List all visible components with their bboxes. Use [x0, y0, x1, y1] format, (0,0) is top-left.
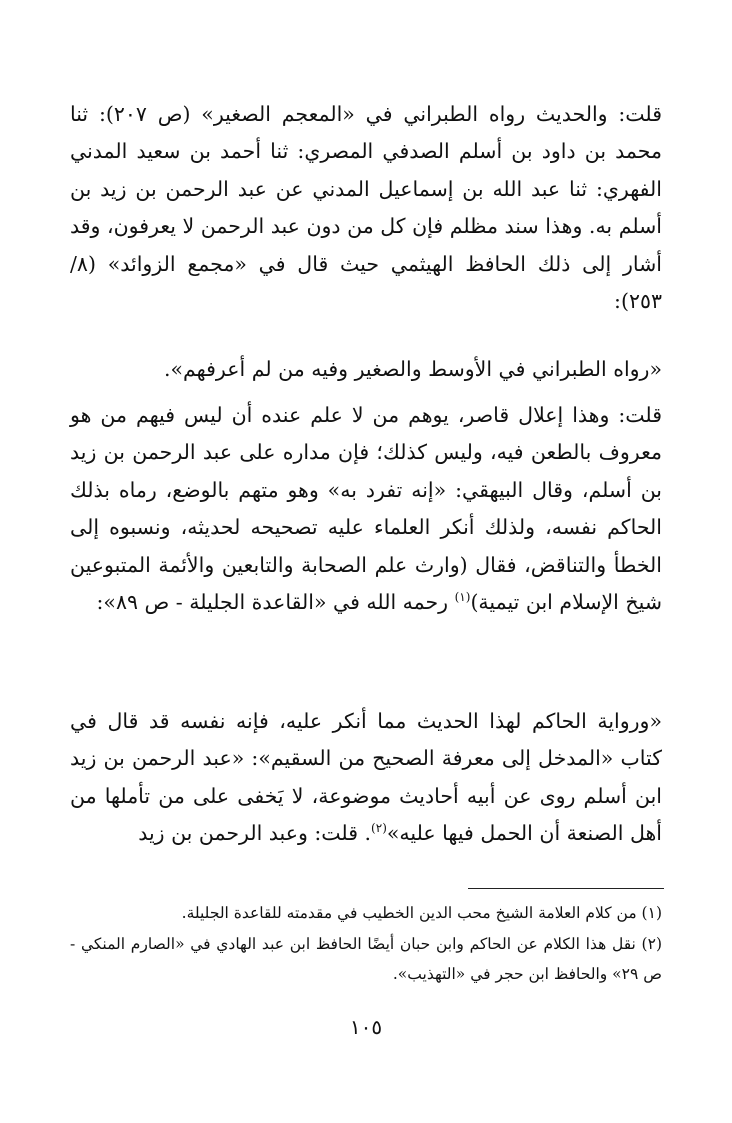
paragraph-4-text: «ورواية الحاكم لهذا الحديث مما أنكر عليه، فإنه نفسه قد قال في كتاب «المدخل إلى معرفة الصحيح من السقيم»: «عبد الرحمن بن زيد ابن أسلم روى عن أبيه أحاديث موضوعة، لا يَخفى على من تأملها من أهل الصنعة أن الحمل فيها عليه»: [70, 709, 662, 846]
paragraph-2: «رواه الطبراني في الأوسط والصغير وفيه من لم أعرفهم».: [163, 357, 662, 381]
footnote-divider: [468, 888, 664, 889]
paragraph-1: قلت: والحديث رواه الطبراني في «المعجم الصغير» (ص ٢٠٧): ثنا محمد بن داود بن أسلم الصدفي المصري: ثنا أحمد بن سعيد المدني الفهري: ثنا عبد الله بن إسماعيل المدني عن عبد الرحمن بن زيد بن أسلم به. وهذا سند مظلم فإن كل من دون عبد الرحمن لا يعرفون، وقد أشار إلى ذلك الحافظ الهيثمي حيث قال في «مجمع الزوائد» (٨/ ٢٥٣):: [70, 102, 662, 314]
citation-block: [70, 703, 662, 853]
footnote-1: (١) من كلام العلامة الشيخ محب الدين الخطيب في مقدمته للقاعدة الجليلة.: [181, 904, 662, 922]
main-text: [70, 96, 662, 320]
footnote-ref-1: (١): [454, 590, 471, 605]
paragraph-3: [70, 397, 662, 621]
quote-block: [70, 351, 662, 388]
footnote-ref-2: (٢): [371, 821, 387, 836]
paragraph-3-text-cont: رحمه الله في «القاعدة الجليلة - ص ٨٩»:: [96, 590, 455, 615]
paragraph-4-text-cont: . قلت: وعبد الرحمن بن زيد: [138, 821, 372, 846]
paragraph-4: [70, 703, 662, 853]
paragraph-3-text: قلت: وهذا إعلال قاصر، يوهم من لا علم عنده أن ليس فيهم من هو معروف بالطعن فيه، وليس كذلك؛ فإن مداره على عبد الرحمن بن زيد بن أسلم، وقال البيهقي: «إنه تفرد به» وهو متهم بالوضع، رماه بذلك الحاكم نفسه، ولذلك أنكر العلماء عليه تصحيحه لحديثه، ونسبوه إلى الخطأ والتناقض، فقال (وارث علم الصحابة والتابعين والأئمة المتبوعين شيخ الإسلام ابن تيمية): [70, 403, 662, 615]
footnote-2: (٢) نقل هذا الكلام عن الحاكم وابن حبان أيضًا الحافظ ابن عبد الهادي في «الصارم المنكي - ص ٢٩» والحافظ ابن حجر في «التهذيب».: [70, 934, 662, 983]
page-number: ١٠٥: [349, 1015, 383, 1039]
commentary-block: [70, 397, 662, 621]
footnotes: [70, 898, 662, 990]
